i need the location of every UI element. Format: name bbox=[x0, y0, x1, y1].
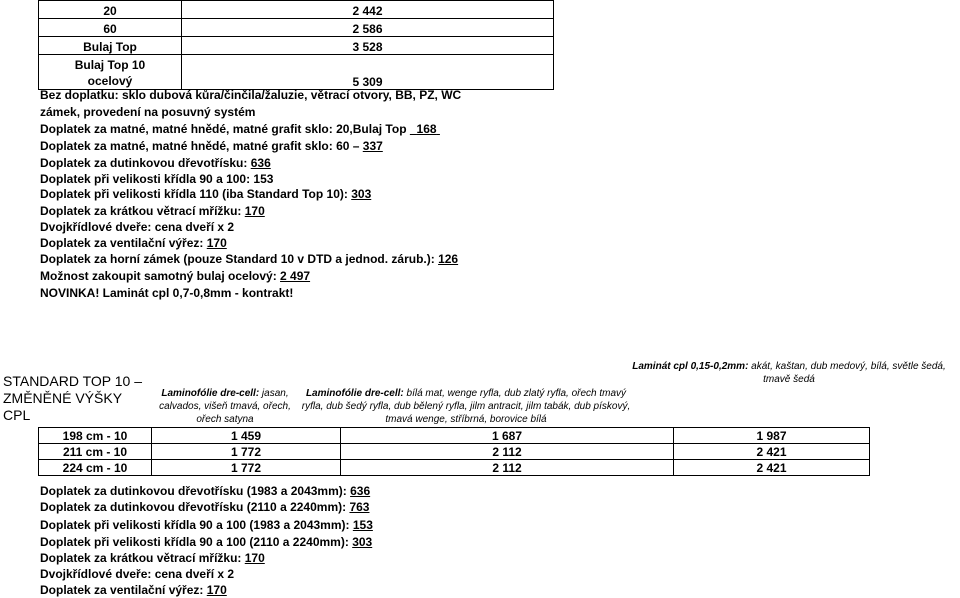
table-row bbox=[39, 19, 554, 37]
note-line bbox=[40, 269, 310, 284]
note-price: 303 bbox=[352, 535, 373, 549]
column-header-dre-cell-2: Laminofólie dre-cell: bílá mat, wenge ryfla, dub zlatý ryfla, ořech tmavý ryfla, dub šedý ryfla, dub bělený ryfla, jilm antracit, jilm tabák, dub pískový, tmavá wenge, stříbrná, borovice bílá bbox=[301, 388, 631, 425]
table-cell: 60 bbox=[39, 19, 182, 37]
note-price: 636 bbox=[350, 484, 371, 498]
table-row bbox=[39, 460, 870, 476]
table-cell: 2 421 bbox=[674, 444, 870, 460]
note-line bbox=[40, 122, 440, 137]
note-line: NOVINKA! Laminát cpl 0,7-0,8mm - kontrakt! bbox=[40, 286, 294, 300]
note-line: Doplatek při velikosti křídla 90 a 100: 153 bbox=[40, 172, 274, 186]
table-cell: 20 bbox=[39, 1, 182, 19]
note-line: Dvojkřídlové dveře: cena dveří x 2 bbox=[40, 220, 235, 234]
table-cell: 1 459 bbox=[152, 428, 341, 444]
table-row bbox=[39, 1, 554, 19]
note-line bbox=[40, 187, 371, 202]
note-line: Doplatek za ventilační výřez: 170 bbox=[40, 583, 227, 597]
table-cell: 224 cm - 10 bbox=[39, 460, 152, 476]
note-line bbox=[40, 236, 227, 251]
note-line: Doplatek za dutinkovou dřevotřísku (1983 a 2043mm): 636 bbox=[40, 484, 371, 498]
note-line bbox=[40, 204, 265, 219]
table-cell: 2 112 bbox=[341, 444, 674, 460]
note-text: Doplatek za ventilační výřez: bbox=[40, 236, 204, 250]
note-text: Doplatek za krátkou větrací mřížku: bbox=[40, 204, 242, 218]
note-text: Doplatek za horní zámek (pouze Standard 10 v DTD a jednod. zárub.): bbox=[40, 252, 435, 266]
note-line: zámek, provedení na posuvný systém bbox=[40, 105, 256, 119]
cell-line: Bulaj Top 10 bbox=[74, 58, 146, 72]
column-header-cpl: Laminát cpl 0,15-0,2mm: akát, kaštan, dub medový, bílá, světle šedá, tmavě šedá bbox=[632, 361, 946, 385]
note-price: 170 bbox=[206, 236, 227, 250]
note-line bbox=[40, 156, 271, 171]
note-text: Doplatek při velikosti křídla 110 (iba Standard Top 10): bbox=[40, 187, 348, 201]
table-cell: 1 772 bbox=[152, 444, 341, 460]
section-title bbox=[3, 373, 142, 424]
note-price: 170 bbox=[244, 551, 265, 565]
note-text: Doplatek za matné, matné hnědé, matné grafit sklo: 20,Bulaj Top bbox=[40, 122, 407, 136]
table-cell: 198 cm - 10 bbox=[39, 428, 152, 444]
note-line: Bez doplatku: sklo dubová kůra/činčila/žaluzie, větrací otvory, BB, PZ, WC bbox=[40, 88, 462, 102]
table-row bbox=[39, 444, 870, 460]
table-cell: 1 772 bbox=[152, 460, 341, 476]
note-price: 337 bbox=[362, 139, 383, 153]
note-line: Doplatek při velikosti křídla 90 a 100 (2110 a 2240mm): 303 bbox=[40, 535, 373, 549]
table-cell: 211 cm - 10 bbox=[39, 444, 152, 460]
note-price: 168 bbox=[416, 122, 437, 136]
table-cell: 5 309 bbox=[182, 55, 554, 90]
note-line: Doplatek za krátkou větrací mřížku: 170 bbox=[40, 551, 265, 565]
title-line: ZMĚNĚNÉ VÝŠKY bbox=[3, 390, 123, 406]
standard-price-table bbox=[38, 427, 870, 476]
table-cell: 1 987 bbox=[674, 428, 870, 444]
table-cell: Bulaj Top bbox=[39, 37, 182, 55]
note-line bbox=[40, 252, 458, 267]
title-line: STANDARD TOP 10 – bbox=[3, 373, 143, 389]
note-line: Doplatek za matné, matné hnědé, matné grafit sklo: 60 – 337 bbox=[40, 139, 383, 153]
note-price: 763 bbox=[349, 500, 370, 514]
note-line: Doplatek za dutinkovou dřevotřísku (2110 a 2240mm): 763 bbox=[40, 500, 370, 514]
note-text: Možnost zakoupit samotný bulaj ocelový: bbox=[40, 269, 277, 283]
note-price: 2 497 bbox=[280, 269, 311, 283]
note-price: 170 bbox=[206, 583, 227, 597]
cell-line: ocelový bbox=[87, 74, 133, 88]
title-line: CPL bbox=[3, 407, 31, 423]
column-header-dre-cell-1: Laminofólie dre-cell: jasan, calvados, višeň tmavá, ořech, ořech satyna bbox=[159, 388, 291, 425]
note-text: Doplatek za dutinkovou dřevotřísku: bbox=[40, 156, 248, 170]
note-price: 126 bbox=[438, 252, 459, 266]
table-row bbox=[39, 55, 554, 90]
note-price: 303 bbox=[351, 187, 372, 201]
table-cell: 3 528 bbox=[182, 37, 554, 55]
note-price: 636 bbox=[250, 156, 271, 170]
table-cell bbox=[39, 55, 182, 90]
note-line: Dvojkřídlové dveře: cena dveří x 2 bbox=[40, 567, 235, 581]
table-cell: 2 112 bbox=[341, 460, 674, 476]
table-cell: 2 421 bbox=[674, 460, 870, 476]
table-cell: 2 586 bbox=[182, 19, 554, 37]
table-cell: 1 687 bbox=[341, 428, 674, 444]
note-line: Doplatek při velikosti křídla 90 a 100 (1983 a 2043mm): 153 bbox=[40, 518, 373, 532]
note-text: Doplatek za matné, matné hnědé, matné grafit sklo: 60 bbox=[40, 139, 350, 153]
note-price: 170 bbox=[244, 204, 265, 218]
top-price-table bbox=[38, 0, 554, 90]
table-row bbox=[39, 428, 870, 444]
table-row bbox=[39, 37, 554, 55]
note-price: 153 bbox=[352, 518, 373, 532]
table-cell: 2 442 bbox=[182, 1, 554, 19]
